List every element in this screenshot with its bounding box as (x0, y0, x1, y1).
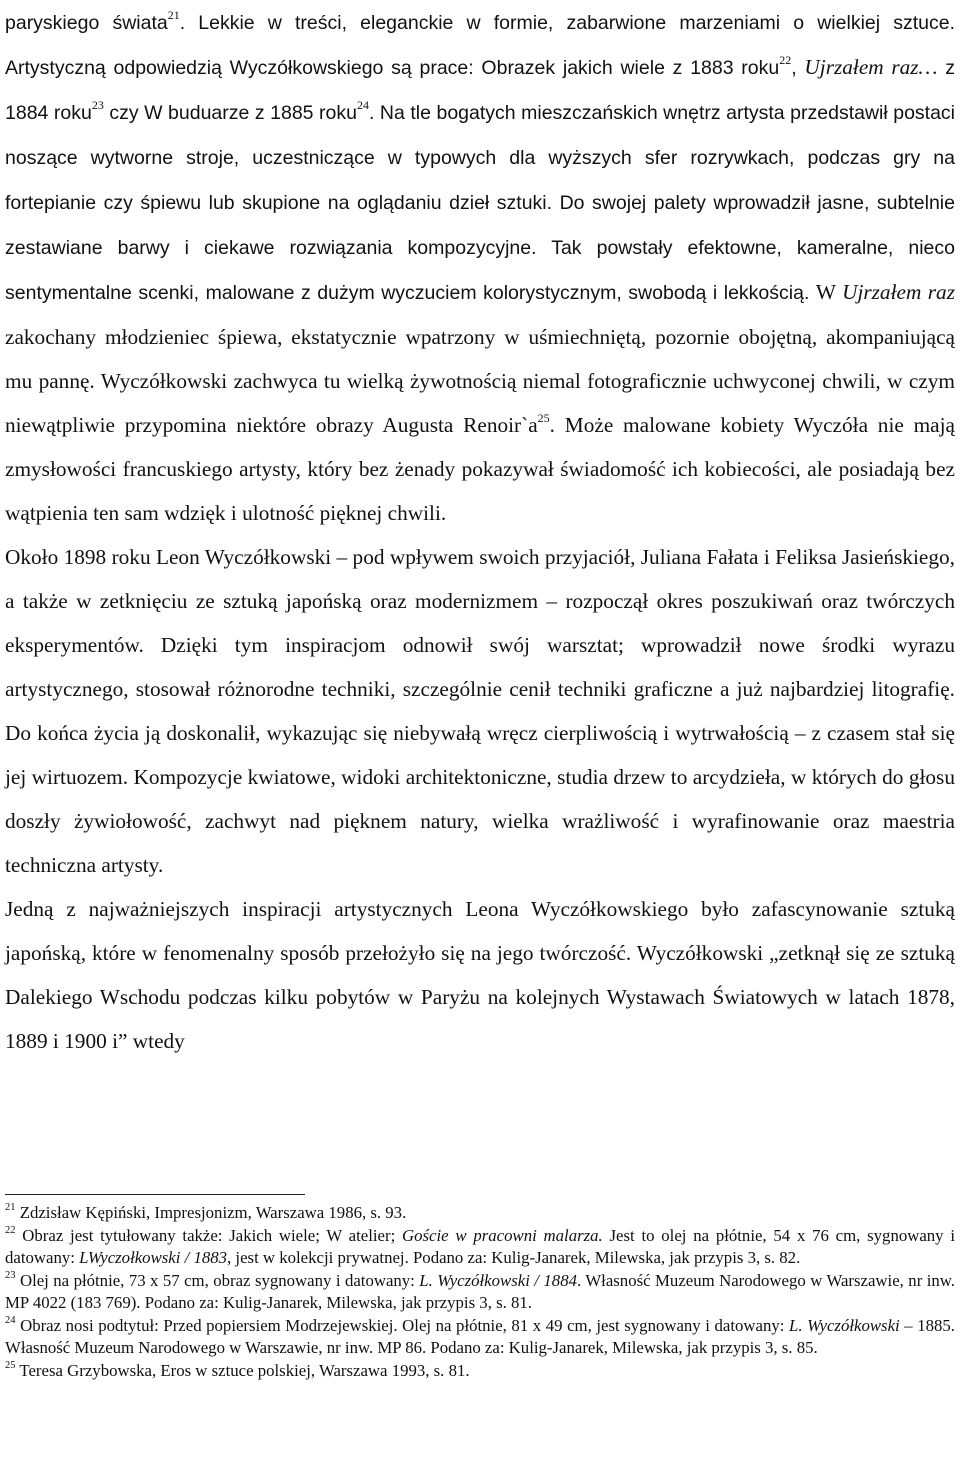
text-run: z 1884 roku (5, 57, 955, 124)
footnote-separator (5, 1194, 305, 1195)
text-run: W (815, 280, 843, 304)
footnote-ref: 23 (91, 97, 104, 112)
italic-text: Ujrzałem raz (842, 280, 955, 304)
paragraph (5, 887, 955, 1063)
footnote (5, 1225, 955, 1270)
paragraph (5, 535, 955, 887)
text-run: , jest w kolekcji prywatnej. Podano za: Kulig-Janarek, Milewska, jak przypis 3, s. 82. (227, 1248, 801, 1267)
footnote-number: 25 (5, 1359, 16, 1371)
footnote (5, 1360, 955, 1383)
footnotes (5, 1202, 955, 1382)
text-run: paryskiego świata (5, 12, 168, 34)
text-run: Jedną z najważniejszych inspiracji artystycznych Leona Wyczółkowskiego było zafascynowanie sztuką japońską, które w fenomenalny sposób przełożyło się na jego twórczość. Wyczółkowski „zetknął się ze sztuką Dalekiego Wschodu podczas kilku pobytów w Paryżu na kolejnych Wystawach Światowych w latach 1878, 1889 i 1900 i” wtedy (5, 897, 955, 1053)
italic-text: Ujrzałem raz… (804, 55, 938, 79)
text-run: ‒ 1885. Własność Muzeum Narodowego w Warszawie, nr inw. MP 86. Podano za: Kulig-Janarek, Milewska, jak przypis 3, s. 85. (5, 1315, 955, 1357)
text-run: Obraz nosi podtytuł: Przed popiersiem Modrzejewskiej. Olej na płótnie, 81 x 49 cm, jest sygnowany i datowany: (20, 1315, 789, 1335)
text-run: zakochany młodzieniec śpiewa, ekstatycznie wpatrzony w uśmiechniętą, pozornie obojętną, akompaniującą mu pannę. Wyczółkowski zachwyca tu wielką żywotnością niemal fotograficznie uchwyconej chwili, w czym niewątpliwie przypomina niektóre obrazy Augusta Renoir`a (5, 325, 955, 437)
footnote (5, 1315, 955, 1360)
footnote-number: 22 (5, 1224, 16, 1236)
footnote-ref: 21 (167, 7, 180, 22)
footnote (5, 1202, 955, 1225)
footnote-number: 21 (5, 1202, 16, 1214)
footnote-number: 24 (5, 1314, 16, 1326)
text-run: Około 1898 roku Leon Wyczółkowski ‒ pod wpływem swoich przyjaciół, Juliana Fałata i Feliksa Jasieńskiego, a także w zetknięciu ze sztuką japońską oraz modernizmem ‒ rozpoczął okres poszukiwań oraz twórczych eksperymentów. Dzięki tym inspiracjom odnowił swój warsztat; wprowadził nowe środki wyrazu artystycznego, stosował różnorodne techniki, szczególnie cenił techniki graficzne a już najbardziej litografię. Do końca życia ją doskonalił, wykazując się niebywałą wręcz cierpliwością i wytrwałością ‒ z czasem stał się jej wirtuozem. Kompozycje kwiatowe, widoki architektoniczne, studia drzew to arcydzieła, w których do głosu doszły żywiołowość, zachwyt nad pięknem natury, wielka wrażliwość i wyrafinowanie oraz maestria techniczna artysty. (5, 545, 955, 877)
text-run: Jest to olej na płótnie, 54 x 76 cm, sygnowany i datowany: (5, 1225, 956, 1267)
text-run: . Na tle bogatych mieszczańskich wnętrz artysta przedstawił postaci noszące wytworne stroje, uczestniczące w typowych dla wyższych sfer rozrywkach, podczas gry na fortepianie czy śpiewu lub skupione na oglądaniu dzieł sztuki. Do swojej palety wprowadził jasne, subtelnie zestawiane barwy i ciekawe rozwiązania kompozycyjne. Tak powstały efektowne, kameralne, nieco sentymentalne scenki, malowane z dużym wyczuciem kolorystycznym, swobodą i lekkością. (5, 102, 956, 304)
italic-text: L. Wyczółkowski / 1884 (419, 1270, 577, 1290)
footnote-ref: 22 (779, 52, 792, 67)
text-run: . Może malowane kobiety Wyczóła nie mają zmysłowości francuskiego artysty, który bez żenady pokazywał świadomość ich kobiecości, ale posiadają bez wątpienia ten sam wdzięk i ulotność pięknej chwili. (5, 413, 955, 525)
text-run: czy W buduarze z 1885 roku (103, 102, 357, 124)
text-run: . Własność Muzeum Narodowego w Warszawie, nr inw. MP 4022 (183 769). Podano za: Kulig-Janarek, Milewska, jak przypis 3, s. 81. (5, 1270, 956, 1312)
text-run: , (791, 57, 805, 79)
text-run: Obraz jest tytułowany także: Jakich wiele; W atelier; (22, 1225, 403, 1245)
text-run: . Lekkie w treści, eleganckie w formie, zabarwione marzeniami o wielkiej sztuce. Artystyczną odpowiedzią Wyczółkowskiego są prace: Obrazek jakich wiele z 1883 roku (5, 12, 955, 79)
text-run: Zdzisław Kępiński, Impresjonizm, Warszawa 1986, s. 93. (19, 1203, 407, 1222)
body-text (5, 0, 955, 1063)
text-run: Teresa Grzybowska, Eros w sztuce polskiej, Warszawa 1993, s. 81. (19, 1360, 470, 1380)
footnote (5, 1270, 955, 1315)
document-page (5, 0, 956, 1380)
italic-text: Goście w pracowni malarza. (402, 1225, 603, 1245)
text-run: Olej na płótnie, 73 x 57 cm, obraz sygnowany i datowany: (19, 1270, 420, 1290)
paragraph (5, 0, 955, 535)
italic-text: LWyczołkowski / 1883 (79, 1248, 228, 1267)
footnote-ref: 24 (356, 97, 369, 112)
footnote-number: 23 (5, 1269, 16, 1281)
italic-text: L. Wyczółkowski (788, 1315, 900, 1335)
footnote-ref: 25 (537, 410, 550, 425)
